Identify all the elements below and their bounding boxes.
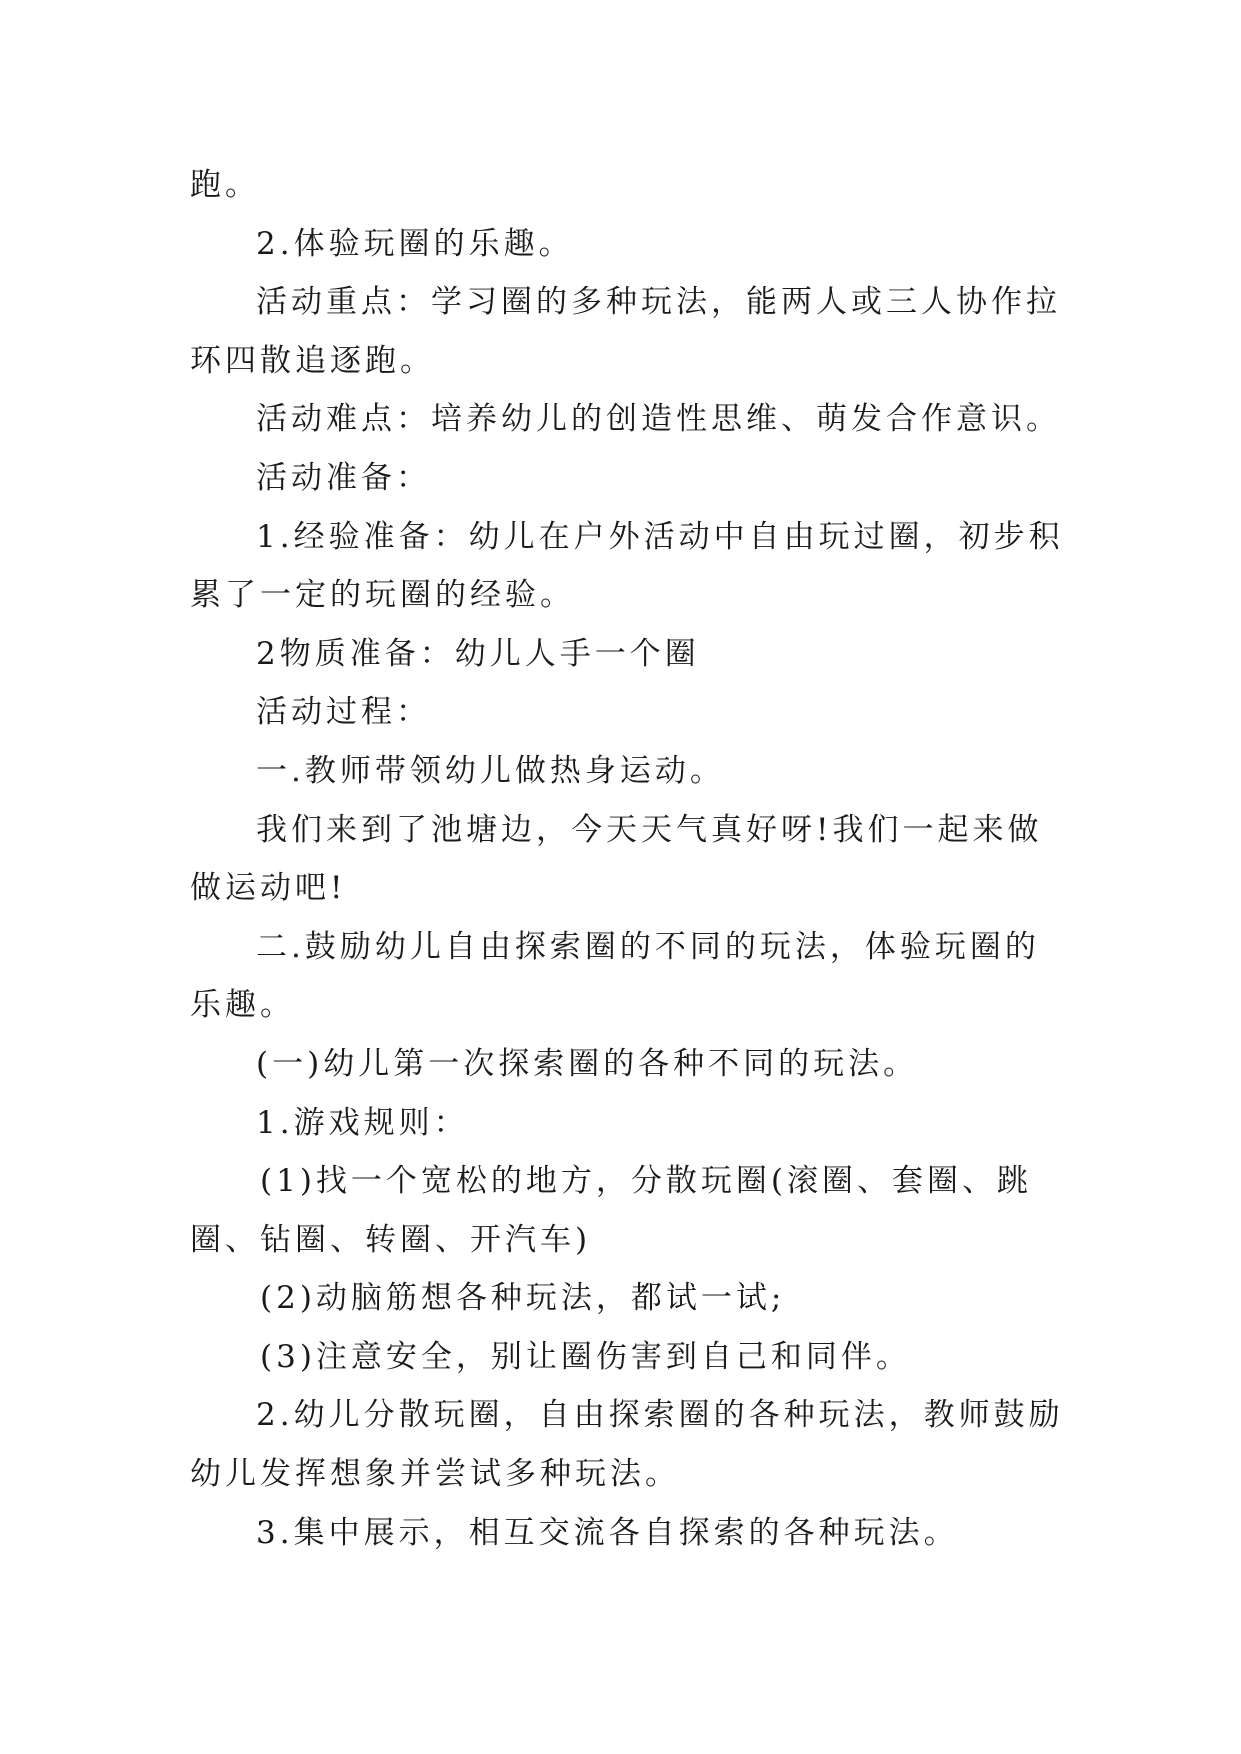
paragraph-free-play: 2.幼儿分散玩圈，自由探索圈的各种玩法，教师鼓励幼儿发挥想象并尝试多种玩法。 bbox=[190, 1397, 1064, 1493]
paragraph-step-1: 一.教师带领幼儿做热身运动。 bbox=[256, 752, 725, 789]
paragraph-goal-2: 2.体验玩圈的乐趣。 bbox=[256, 225, 574, 262]
paragraph-continuation: 跑。 bbox=[190, 167, 260, 203]
paragraph-sub-step-1: (一)幼儿第一次探索圈的各种不同的玩法。 bbox=[256, 1045, 919, 1082]
paragraph-game-rules: 1.游戏规则： bbox=[256, 1104, 469, 1141]
paragraph-preparation-heading: 活动准备： bbox=[256, 459, 431, 496]
paragraph-material-prep: 2物质准备：幼儿人手一个圈 bbox=[256, 635, 700, 672]
paragraph-rule-2: (2)动脑筋想各种玩法，都试一试; bbox=[260, 1280, 786, 1317]
paragraph-rule-3: (3)注意安全，别让圈伤害到自己和同伴。 bbox=[260, 1338, 911, 1375]
paragraph-step-2: 二.鼓励幼儿自由探索圈的不同的玩法，体验玩圈的乐趣。 bbox=[190, 928, 1040, 1024]
paragraph-key-points: 活动重点：学习圈的多种玩法，能两人或三人协作拉环四散追逐跑。 bbox=[190, 284, 1061, 379]
paragraph-rule-1: (1)找一个宽松的地方，分散玩圈(滚圈、套圈、跳圈、钻圈、转圈、开汽车) bbox=[190, 1163, 1033, 1258]
document-body bbox=[190, 156, 1070, 1562]
paragraph-warmup-speech: 我们来到了池塘边，今天天气真好呀!我们一起来做做运动吧! bbox=[190, 811, 1043, 907]
paragraph-showcase: 3.集中展示，相互交流各自探索的各种玩法。 bbox=[256, 1514, 959, 1551]
paragraph-difficulties: 活动难点：培养幼儿的创造性思维、萌发合作意识。 bbox=[256, 401, 1061, 438]
paragraph-process-heading: 活动过程： bbox=[256, 694, 431, 731]
paragraph-experience-prep: 1.经验准备：幼儿在户外活动中自由玩过圈，初步积累了一定的玩圈的经验。 bbox=[190, 518, 1064, 614]
